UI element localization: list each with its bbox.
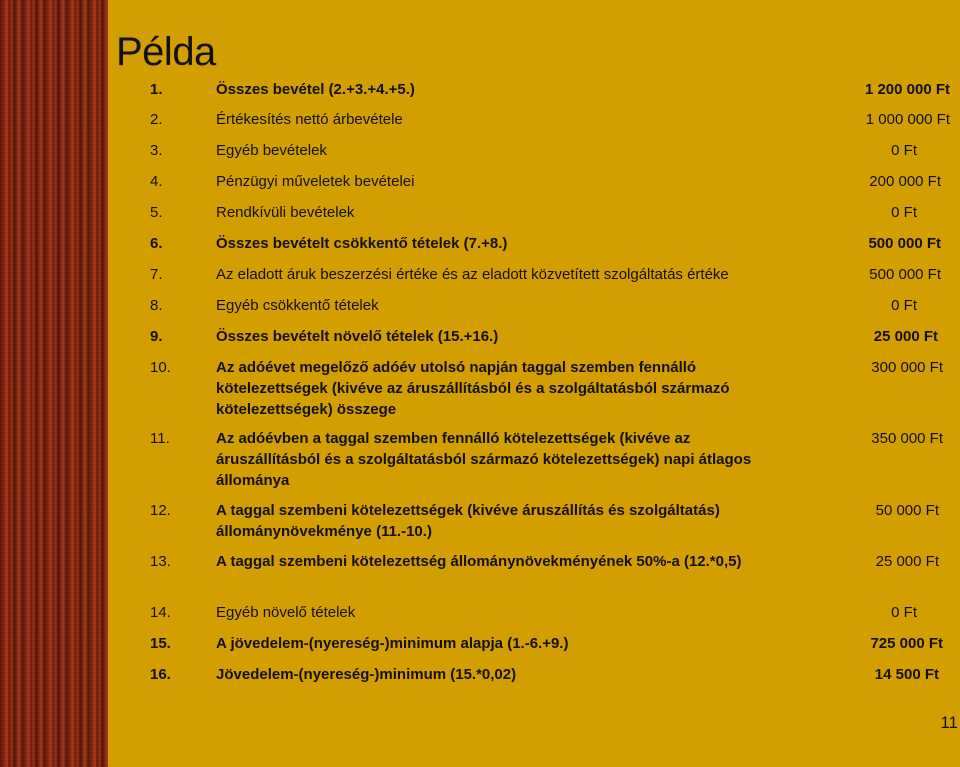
row-value: 350 000 Ft [871,430,943,447]
row-label: Az eladott áruk beszerzési értéke és az eladott közvetített szolgáltatás értéke [216,266,729,283]
row-value: 1 200 000 Ft [864,81,950,98]
row-value: 25 000 Ft [873,328,938,345]
page-number: 11 [940,713,958,732]
row-value: 725 000 Ft [870,635,943,652]
row-value: 50 000 Ft [875,502,939,519]
row-value: 200 000 Ft [869,173,941,190]
row-number: 16. [150,666,171,683]
decorative-side-stripe [0,0,108,767]
row-label: A taggal szembeni kötelezettségek (kivéve áruszállítás és szolgáltatás) állománynövekménye (11.-10.) [216,502,720,540]
row-value: 14 500 Ft [874,666,939,683]
row-number: 5. [150,204,163,221]
row-label: A jövedelem-(nyereség-)minimum alapja (1.-6.+9.) [216,635,569,652]
row-label: Jövedelem-(nyereség-)minimum (15.*0,02) [216,666,517,683]
row-number: 6. [150,235,163,252]
row-number: 2. [150,111,163,128]
row-label: Az adóévet megelőző adóév utolsó napján taggal szemben fennálló kötelezettségek (kivéve az áruszállításból és a szolgáltatásból származó kötelezettségek) összege [216,359,730,418]
row-label: Egyéb növelő tételek [216,604,356,621]
row-number: 11. [150,430,170,447]
row-number: 8. [150,297,163,314]
row-number: 3. [150,142,163,159]
row-label: Egyéb csökkentő tételek [216,297,379,314]
row-value: 500 000 Ft [869,266,941,283]
row-number: 10. [150,359,171,376]
row-number: 12. [150,502,171,519]
row-number: 14. [150,604,171,621]
row-value: 1 000 000 Ft [865,111,950,128]
row-label: Pénzügyi műveletek bevételei [216,173,415,190]
row-number: 7. [150,266,163,283]
row-value: 25 000 Ft [875,553,939,570]
row-value: 0 Ft [891,297,917,314]
row-label: Összes bevétel (2.+3.+4.+5.) [216,81,415,98]
row-value: 0 Ft [891,604,917,621]
row-number: 1. [150,81,163,98]
row-value: 0 Ft [891,142,917,159]
row-number: 4. [150,173,163,190]
row-number: 9. [150,328,163,345]
row-label: Egyéb bevételek [216,142,327,159]
row-number: 13. [150,553,171,570]
row-value: 300 000 Ft [871,359,943,376]
row-number: 15. [150,635,171,652]
row-label: Értékesítés nettó árbevétele [216,111,403,128]
row-label: Az adóévben a taggal szemben fennálló kötelezettségek (kivéve az áruszállításból és a szolgáltatásból származó kötelezettségek) napi átlagos állománya [216,430,752,489]
row-label: Összes bevételt csökkentő tételek (7.+8.) [216,235,508,252]
row-label: Összes bevételt növelő tételek (15.+16.) [216,328,499,345]
row-label: A taggal szembeni kötelezettség állománynövekményének 50%-a (12.*0,5) [216,553,742,570]
row-value: 0 Ft [891,204,917,221]
slide-title: Példa [116,30,216,74]
row-value: 500 000 Ft [868,235,941,252]
row-label: Rendkívüli bevételek [216,204,355,221]
